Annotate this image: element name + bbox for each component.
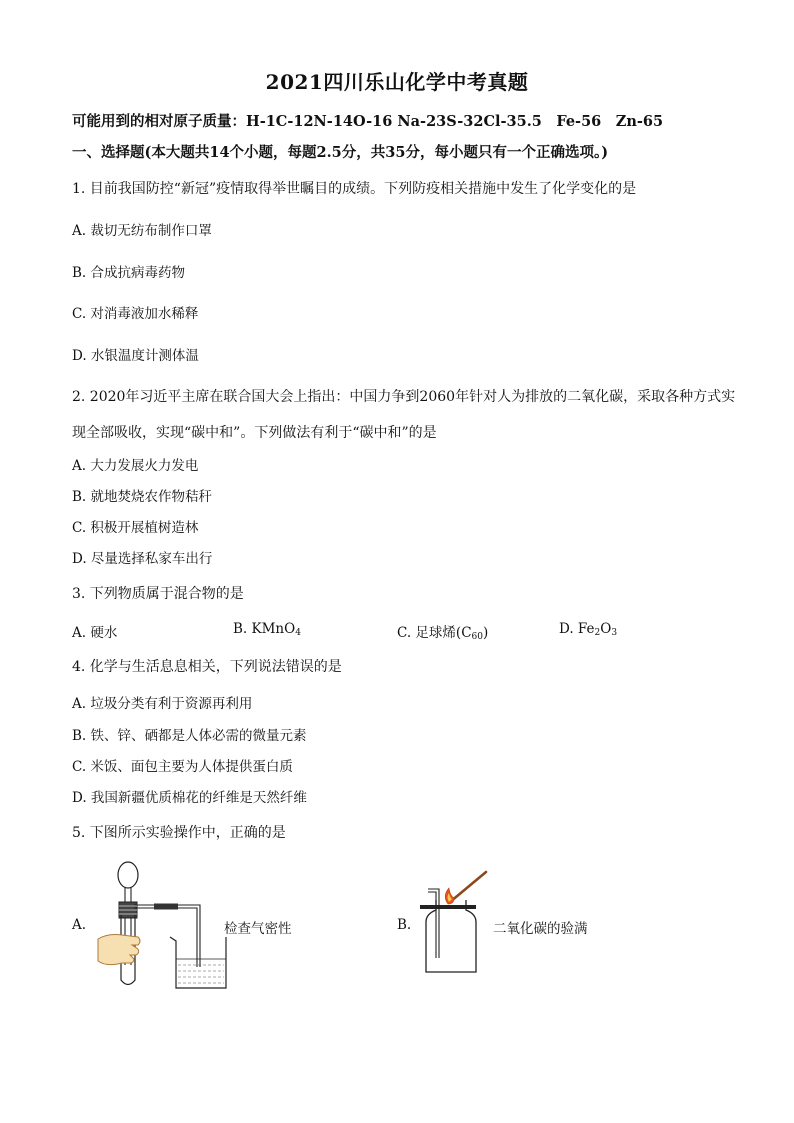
option-d-subscript-2: 3 [611, 628, 618, 638]
question-4-option-d: D. 我国新疆优质棉花的纤维是天然纤维 [72, 790, 307, 806]
airtightness-check-figure [92, 855, 242, 995]
question-3-option-d [559, 621, 617, 638]
question-2-stem-line2: 现全部吸收，实现“碳中和”。下列做法有利于“碳中和”的是 [72, 425, 437, 441]
question-5-option-a-label: 检查气密性 [224, 921, 292, 937]
question-1-option-c: C. 对消毒液加水稀释 [72, 306, 199, 322]
option-d-text: D. Fe [559, 621, 595, 637]
question-1-option-a: A. 裁切无纺布制作口罩 [72, 223, 212, 239]
question-3-option-c [397, 621, 488, 642]
question-1-option-d: D. 水银温度计测体温 [72, 348, 199, 364]
question-5-stem: 5. 下图所示实验操作中，正确的是 [72, 825, 286, 841]
question-4-option-b: B. 铁、锌、硒都是人体必需的微量元素 [72, 728, 307, 744]
option-d-subscript-1: 2 [594, 628, 601, 638]
question-5-option-a-letter: A. [72, 917, 87, 933]
question-4-option-c: C. 米饭、面包主要为人体提供蛋白质 [72, 759, 293, 775]
question-2-stem-line1: 2. 2020年习近平主席在联合国大会上指出：中国力争到2060年针对人为排放的二氧化碳，采取各种方式实 [72, 389, 736, 405]
atomic-mass-line: 可能用到的相对原子质量：H-1C-12N-14O-16 Na-23S-32Cl-35.5 Fe-56 Zn-65 [72, 113, 664, 130]
question-3-option-a: A. 硬水 [72, 625, 118, 641]
option-c-close: ) [482, 625, 489, 641]
question-3-option-b [233, 621, 301, 638]
question-5-option-b-letter: B. [397, 917, 412, 933]
question-2-option-b: B. 就地焚烧农作物秸秆 [72, 489, 213, 505]
section-heading: 一、选择题(本大题共14个小题，每题2.5分，共35分，每小题只有一个正确选项。) [72, 144, 609, 161]
question-5-option-b-label: 二氧化碳的验满 [493, 921, 588, 937]
option-b-text: B. KMnO [233, 621, 296, 637]
option-c-text: C. 足球烯(C [397, 625, 472, 641]
co2-full-check-figure [416, 866, 496, 978]
question-1-stem: 1. 目前我国防控“新冠”疫情取得举世瞩目的成绩。下列防疫相关措施中发生了化学变化的是 [72, 181, 637, 197]
option-d-mid: O [600, 621, 612, 637]
option-b-subscript: 4 [295, 628, 301, 638]
question-4-option-a: A. 垃圾分类有利于资源再利用 [72, 696, 253, 712]
page-title: 2021四川乐山化学中考真题 [265, 70, 529, 94]
question-2-option-a: A. 大力发展火力发电 [72, 458, 199, 474]
question-4-stem: 4. 化学与生活息息相关，下列说法错误的是 [72, 659, 342, 675]
question-2-option-d: D. 尽量选择私家车出行 [72, 551, 213, 567]
question-1-option-b: B. 合成抗病毒药物 [72, 265, 186, 281]
question-2-option-c: C. 积极开展植树造林 [72, 520, 199, 536]
question-3-stem: 3. 下列物质属于混合物的是 [72, 586, 244, 602]
option-c-subscript: 60 [471, 632, 483, 642]
